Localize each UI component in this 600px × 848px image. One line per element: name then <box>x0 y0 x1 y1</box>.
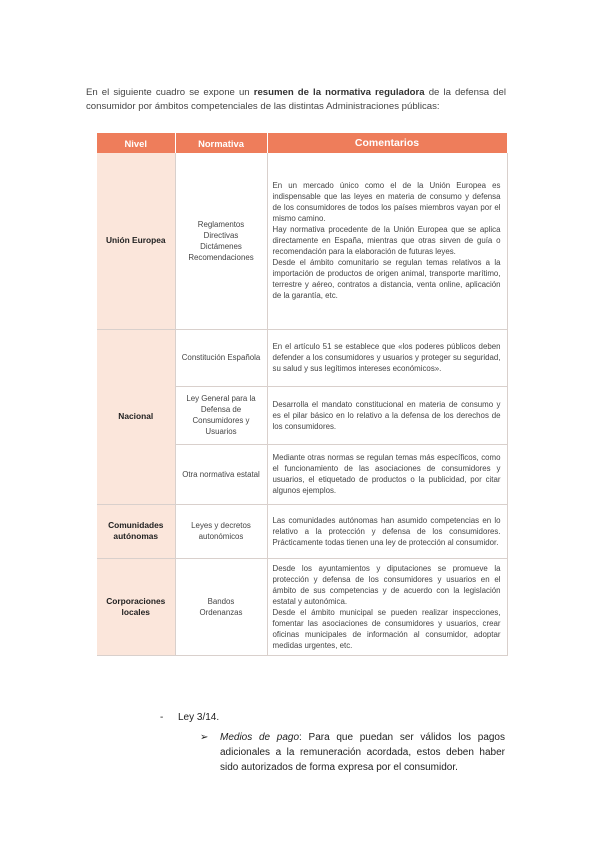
table-row-ccaa <box>97 504 507 558</box>
nivel-ue: Unión Europea <box>97 153 175 329</box>
table-row-locales <box>97 558 507 655</box>
comentario-paragraph: Desde el ámbito municipal se pueden realizar inspecciones, fomentar las asociaciones de consumidores y usuarios, crear oficinas municipales de información al consumidor, adoptar medidas urgentes, etc. <box>272 607 501 650</box>
intro-text-2: de la defensa del consumidor por ámbitos competenciales de las distintas Administraciones públicas: <box>86 87 506 112</box>
normativa-item: Bandos <box>207 596 235 606</box>
regulation-table <box>97 133 507 656</box>
nivel-nacional: Nacional <box>97 329 175 504</box>
ley-label: Ley 3/14. <box>178 712 220 723</box>
normativa-locales <box>175 558 267 655</box>
comentario-paragraph: En un mercado único como el de la Unión Europea es indispensable que las leyes en materia de consumo y defensa de los consumidores de todos los países miembros vayan por el mismo camino. <box>272 181 501 224</box>
sub-item-body: : Para que puedan ser válidos los pagos adicionales a la remuneración acordada, estos deben haber sido autorizados de forma expresa por el consumidor. <box>220 732 505 773</box>
comentario-paragraph: Hay normativa procedente de la Unión Europea que se aplica directamente en España, mientras que otras sirven de guía o recomendación para la elaboración de futuras leyes. <box>272 225 501 257</box>
arrow-bullet-icon: ➢ <box>200 732 209 743</box>
intro-bold: resumen de la normativa reguladora <box>253 87 425 98</box>
comentario-paragraph: Desde el ámbito comunitario se regulan temas relativos a la importación de productos de origen animal, transporte marítimo, terrestre y aéreo, contratos a distancia, venta online, aplicación de la garantía, etc. <box>272 258 501 301</box>
normativa-ue <box>175 153 267 329</box>
normativa-otra-estatal: Otra normativa estatal <box>175 444 267 504</box>
normativa-item: Directivas <box>203 230 239 240</box>
normativa-item: Recomendaciones <box>188 252 254 262</box>
table-row-nacional-1 <box>97 329 507 386</box>
normativa-item: Dictámenes <box>200 241 242 251</box>
header-comentarios: Comentarios <box>267 133 507 153</box>
sub-item-medios-pago <box>200 730 505 775</box>
comentario-paragraph: Desde los ayuntamientos y diputaciones se promueve la protección y defensa de los consumidores y usuarios en el ámbito de sus competencias y de acuerdo con la legislación estatal y autonómica. <box>272 563 501 606</box>
header-normativa: Normativa <box>175 133 267 153</box>
list-item-ley <box>160 712 219 723</box>
normativa-item: Reglamentos <box>197 219 245 229</box>
normativa-item: Ordenanzas <box>199 607 243 617</box>
normativa-ccaa: Leyes y decretos autonómicos <box>175 504 267 558</box>
normativa-ley-general: Ley General para la Defensa de Consumidores y Usuarios <box>175 386 267 444</box>
sub-item-italic: Medios de pago <box>220 732 300 743</box>
intro-text-1: En el siguiente cuadro se expone un <box>86 87 254 98</box>
table-row-ue <box>97 153 507 329</box>
comentario-ccaa: Las comunidades autónomas han asumido competencias en lo relativo a la protección y defensa de los consumidores. Prácticamente todas tienen una ley de protección al consumidor. <box>267 504 507 558</box>
nivel-ccaa: Comunidades autónomas <box>97 504 175 558</box>
table-header-row <box>97 133 507 153</box>
comentario-constitucion: En el artículo 51 se establece que «los poderes públicos deben defender a los consumidores y usuarios y proteger su seguridad, su salud y sus legítimos intereses económicos». <box>267 329 507 386</box>
comentario-ley-general: Desarrolla el mandato constitucional en materia de consumo y es el pilar básico en lo relativo a la defensa de los derechos de los consumidores. <box>267 386 507 444</box>
comentarios-ue <box>267 153 507 329</box>
dash-bullet: - <box>160 712 164 723</box>
sub-item-text <box>220 730 505 775</box>
intro-paragraph <box>86 86 506 114</box>
comentario-otra-estatal: Mediante otras normas se regulan temas más específicos, como el funcionamiento de las asociaciones de consumidores y usuarios, el etiquetado de productos o la publicidad, por citar algunos ejemplos. <box>267 444 507 504</box>
comentarios-locales <box>267 558 507 655</box>
header-nivel: Nivel <box>97 133 175 153</box>
normativa-constitucion: Constitución Española <box>175 329 267 386</box>
nivel-locales: Corporaciones locales <box>97 558 175 655</box>
